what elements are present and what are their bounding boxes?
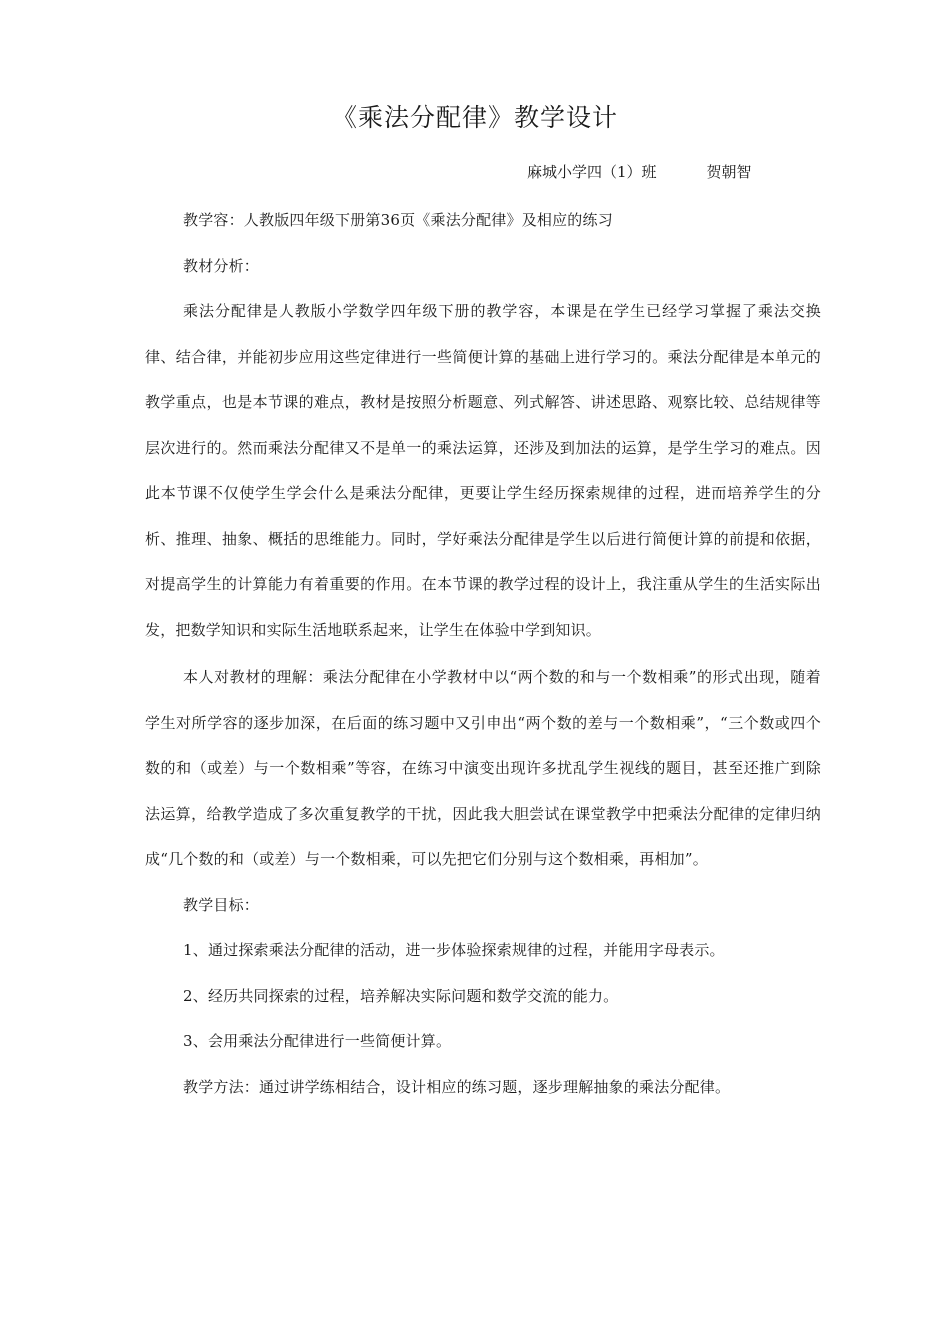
byline-author: 贺朝智 — [706, 163, 752, 181]
byline — [527, 161, 752, 183]
document-title: 《乘法分配律》教学设计 — [331, 103, 618, 132]
paragraph-personal-understanding: 本人对教材的理解：乘法分配律在小学教材中以“两个数的和与一个数相乘”的形式出现，随着学生对所学容的逐步加深，在后面的练习题中又引申出“两个数的差与一个数相乘”，“三个数或四个数的和（或差）与一个数相乘”等容，在练习中演变出现许多扰乱学生视线的题目，甚至还推广到除法运算，给教学造成了多次重复教学的干扰，因此我大胆尝试在课堂教学中把乘法分配律的定律归纳成“几个数的和（或差）与一个数相乘，可以先把它们分别与这个数相乘，再相加”。 — [145, 668, 821, 868]
goal-item: 2、经历共同探索的过程，培养解决实际问题和数学交流的能力。 — [183, 986, 619, 1005]
heading-teaching-goals: 教学目标： — [183, 895, 260, 914]
byline-school-class: 麻城小学四（1）班 — [527, 163, 657, 181]
paragraph-teaching-method: 教学方法：通过讲学练相结合，设计相应的练习题，逐步理解抽象的乘法分配律。 — [183, 1077, 731, 1096]
document-body — [145, 198, 821, 1110]
goal-item: 1、通过探索乘法分配律的活动，进一步体验探索规律的过程，并能用字母表示。 — [183, 941, 725, 959]
heading-textbook-analysis: 教材分析： — [183, 256, 260, 275]
paragraph-textbook-analysis: 乘法分配律是人教版小学数学四年级下册的教学容，本课是在学生已经学习掌握了乘法交换律、结合律，并能初步应用这些定律进行一些简便计算的基础上进行学习的。乘法分配律是本单元的教学重点，也是本节课的难点，教材是按照分析题意、列式解答、讲述思路、观察比较、总结规律等层次进行的。然而乘法分配律又不是单一的乘法运算，还涉及到加法的运算，是学生学习的难点。因此本节课不仅使学生学会什么是乘法分配律，更要让学生经历探索规律的过程，进而培养学生的分析、推理、抽象、概括的思维能力。同时，学好乘法分配律是学生以后进行简便计算的前提和依据，对提高学生的计算能力有着重要的作用。在本节课的教学过程的设计上，我注重从学生的生活实际出发，把数学知识和实际生活地联系起来，让学生在体验中学到知识。 — [145, 302, 821, 639]
goal-item: 3、会用乘法分配律进行一些简便计算。 — [183, 1032, 452, 1050]
paragraph-teaching-content: 教学容：人教版四年级下册第36页《乘法分配律》及相应的练习 — [183, 211, 613, 229]
